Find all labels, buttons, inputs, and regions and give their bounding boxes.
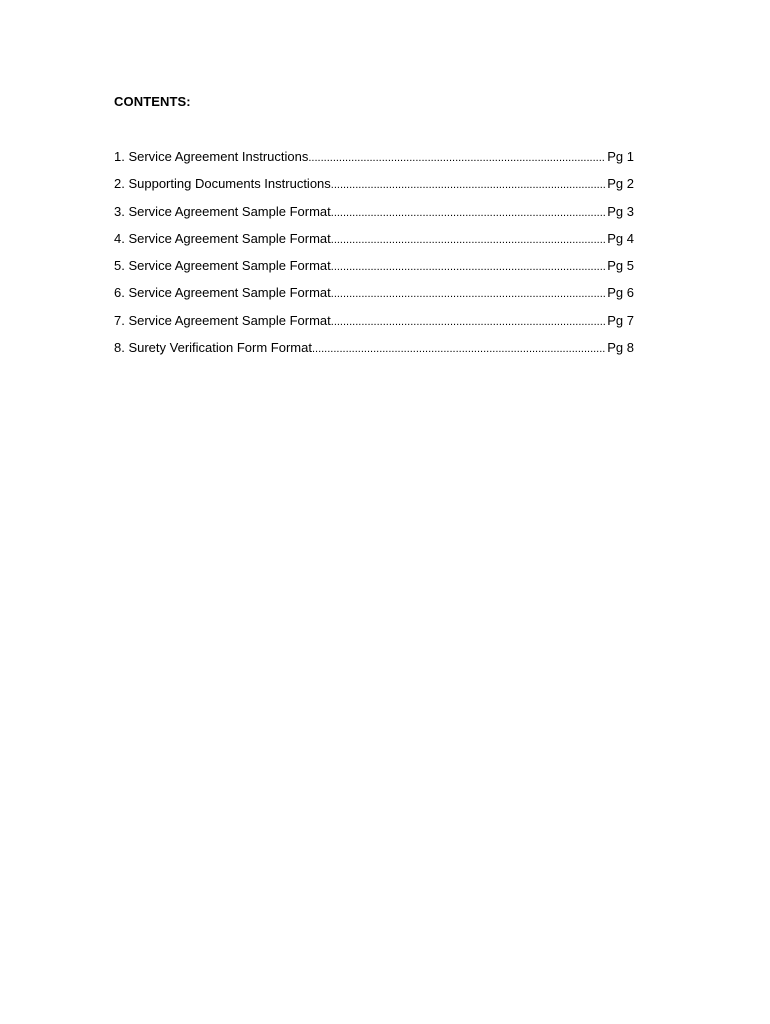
toc-dot-leader	[331, 204, 605, 222]
toc-entry	[114, 148, 634, 175]
toc-entry	[114, 284, 634, 311]
toc-dot-leader	[331, 258, 605, 276]
toc-dot-leader	[312, 340, 605, 358]
toc-entry-title: 6. Service Agreement Sample Format	[114, 285, 331, 301]
toc-entry	[114, 203, 634, 230]
toc-entry-page: Pg 5	[607, 258, 634, 274]
toc-dot-leader	[308, 149, 605, 167]
toc-entry-title: 1. Service Agreement Instructions	[114, 149, 309, 164]
toc-entry-title: 2. Supporting Documents Instructions	[114, 176, 331, 192]
toc-entry-title: 8. Surety Verification Form Format	[114, 340, 312, 356]
toc-entry-page: Pg 3	[607, 203, 634, 219]
toc-entry-title: 7. Service Agreement Sample Format	[114, 312, 331, 328]
toc-entry-title: 4. Service Agreement Sample Format	[114, 230, 331, 246]
toc-entry-page: Pg 8	[607, 340, 634, 356]
toc-entry-page: Pg 2	[607, 176, 634, 192]
toc-entry	[114, 175, 634, 202]
toc-dot-leader	[331, 313, 605, 331]
toc-entry-title: 3. Service Agreement Sample Format	[114, 203, 331, 219]
contents-heading: CONTENTS:	[114, 94, 191, 109]
toc-entry-page: Pg 7	[607, 312, 634, 328]
toc-dot-leader	[331, 285, 605, 303]
toc-dot-leader	[331, 176, 605, 194]
table-of-contents	[114, 148, 634, 366]
toc-entry-title: 5. Service Agreement Sample Format	[114, 258, 331, 274]
toc-entry	[114, 339, 634, 366]
toc-entry-page: Pg 4	[607, 230, 634, 246]
toc-entry	[114, 257, 634, 284]
toc-entry	[114, 312, 634, 339]
toc-entry-page: Pg 6	[607, 285, 634, 301]
toc-entry	[114, 230, 634, 257]
toc-dot-leader	[331, 231, 605, 249]
toc-entry-page: Pg 1	[607, 149, 634, 164]
